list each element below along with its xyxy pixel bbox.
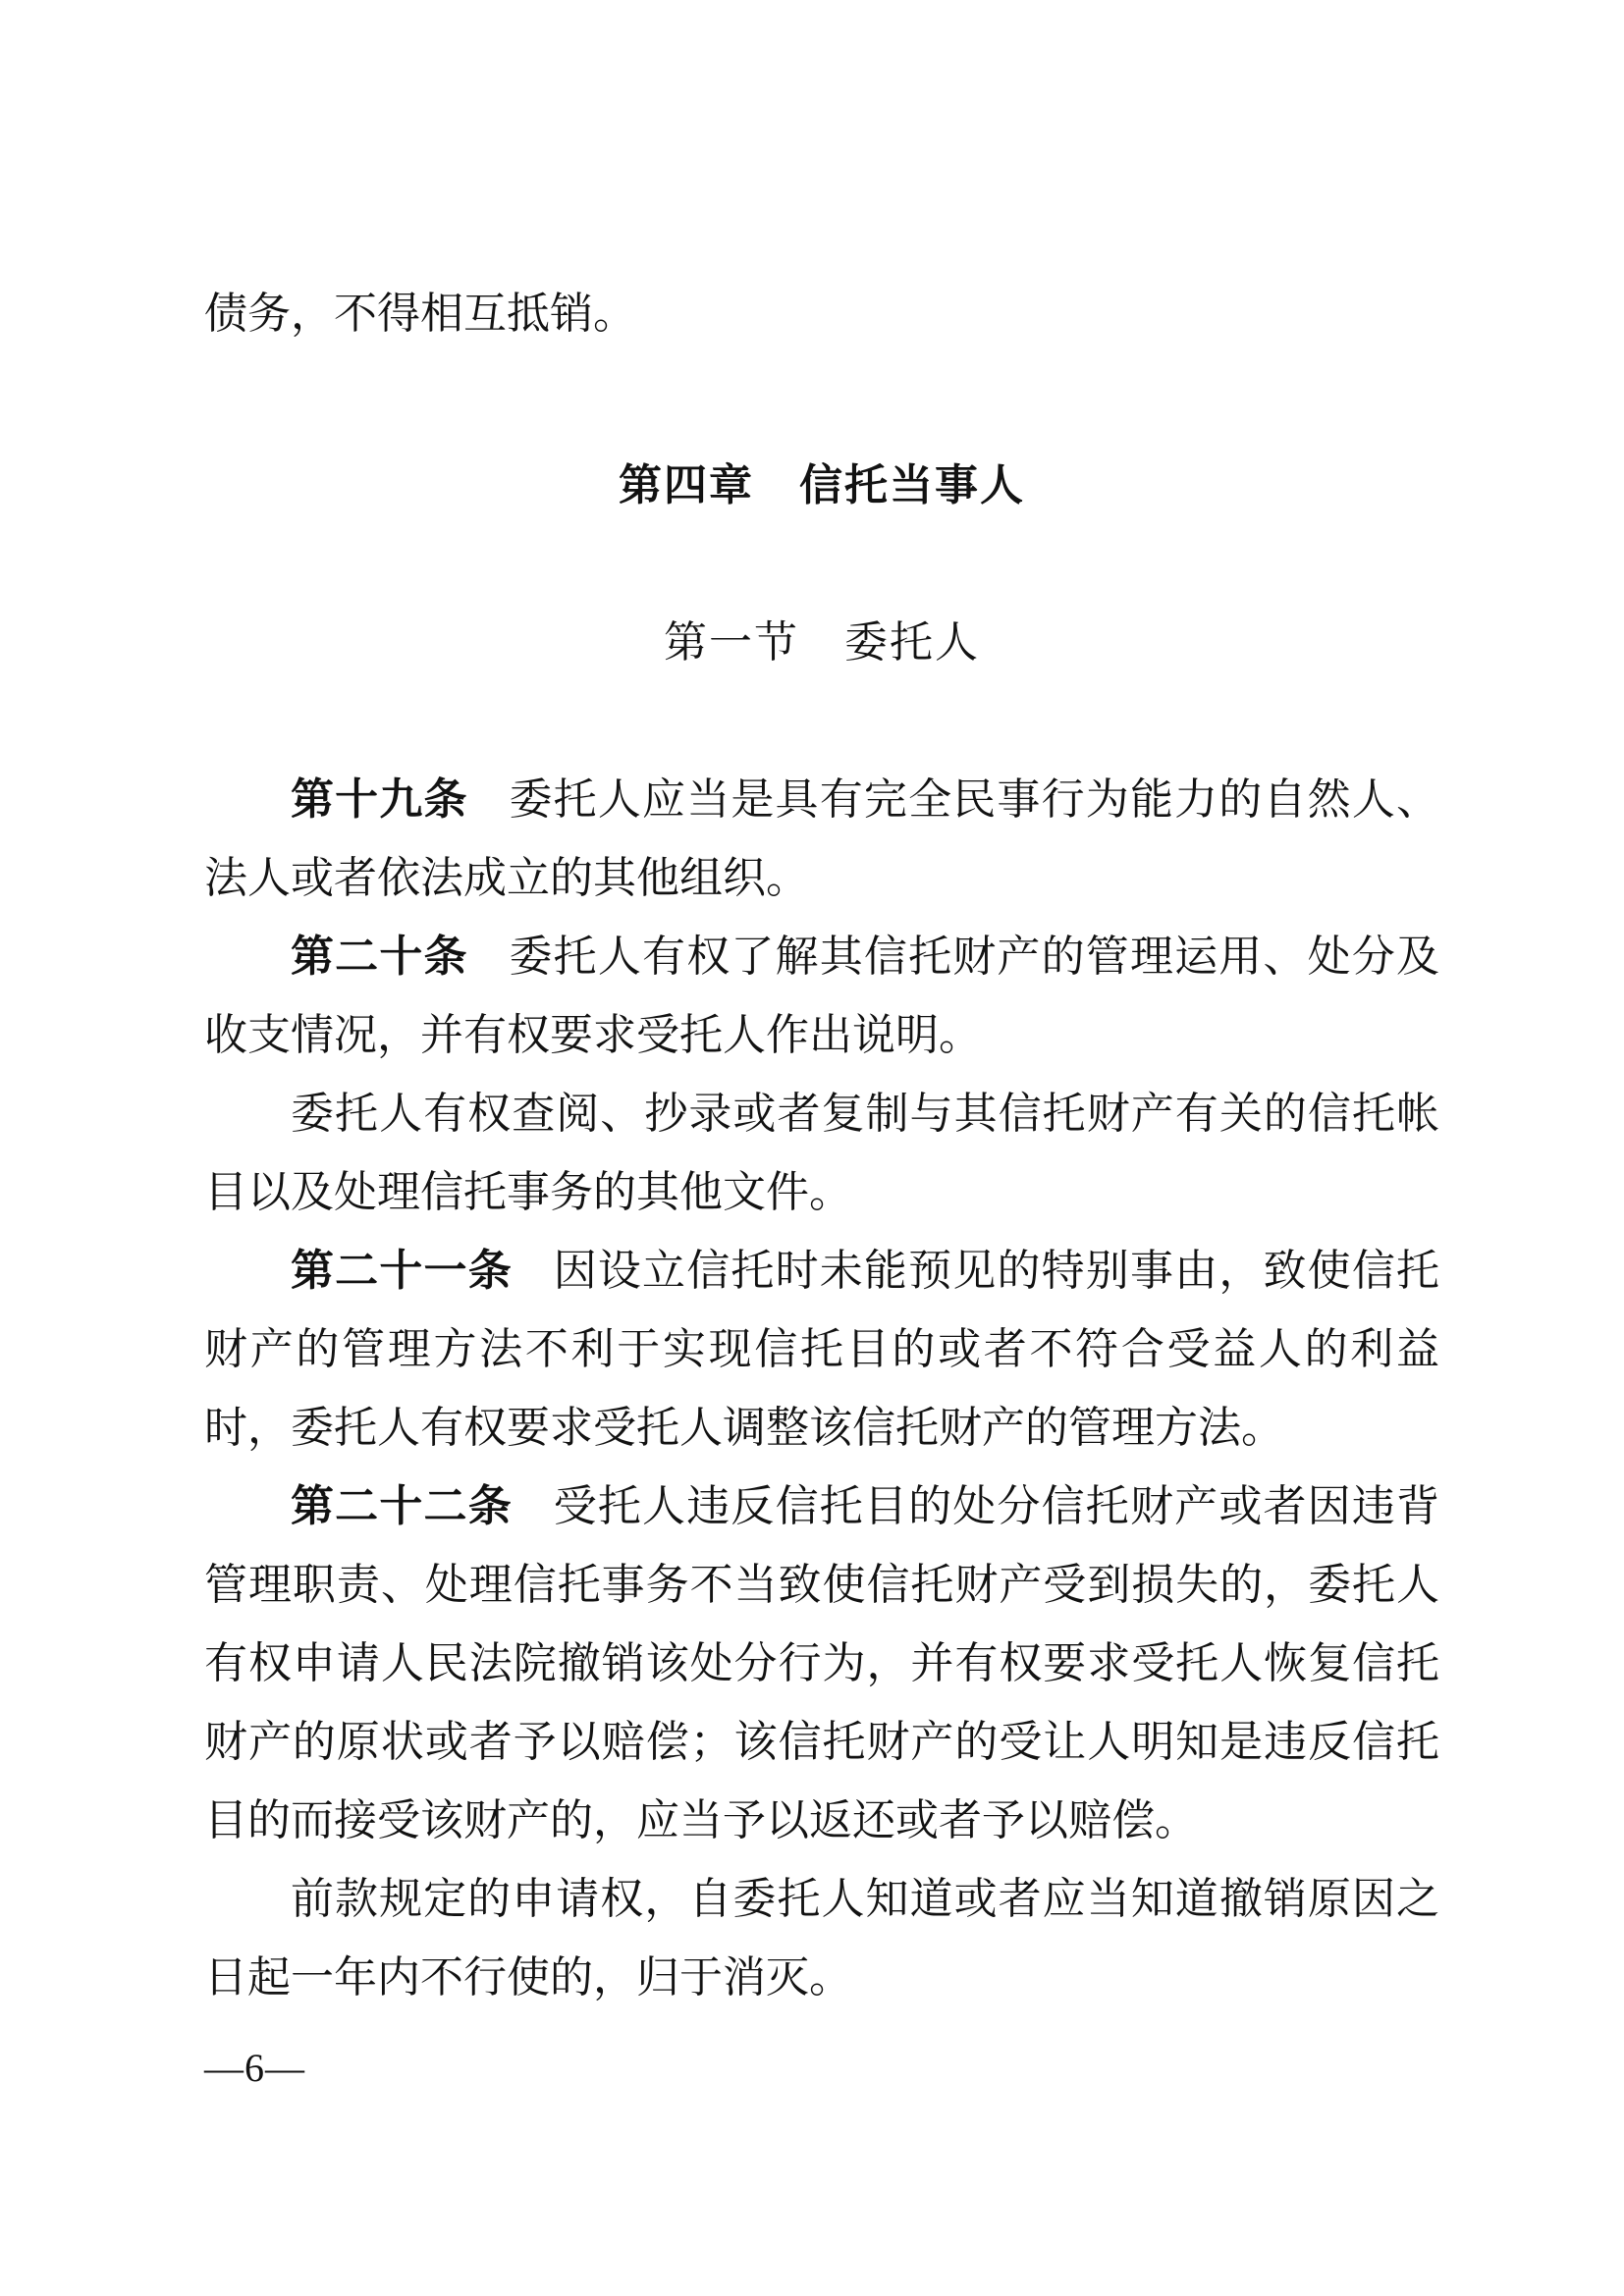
article-22-paragraph-2	[204, 1860, 1439, 2017]
article-20-paragraph	[204, 918, 1439, 1075]
section-heading: 第一节 委托人	[664, 618, 980, 667]
article-20-number: 第二十条	[291, 933, 468, 981]
article-22-paragraph	[204, 1468, 1439, 1860]
article-22-number: 第二十二条	[291, 1482, 513, 1530]
article-21-paragraph	[204, 1232, 1439, 1468]
article-20-paragraph-2	[204, 1075, 1439, 1232]
article-19-paragraph	[204, 761, 1439, 918]
article-19-text: 委托人应当是具有完全民事行为能力的自然人、法人或者依法成立的其他组织。	[204, 775, 1440, 902]
chapter-heading: 第四章 信托当事人	[619, 461, 1025, 509]
continuation-line: 债务，不得相互抵销。	[204, 290, 636, 338]
body-text-column	[204, 275, 1439, 2092]
article-22-paragraph-2-text: 前款规定的申请权，自委托人知道或者应当知道撤销原因之日起一年内不行使的，归于消灭。	[204, 1875, 1439, 2002]
article-21-number: 第二十一条	[291, 1247, 513, 1295]
article-20-text: 委托人有权了解其信托财产的管理运用、处分及收支情况，并有权要求受托人作出说明。	[204, 933, 1440, 1059]
article-22-text: 受托人违反信托目的处分信托财产或者因违背管理职责、处理信托事务不当致使信托财产受到损失的，委托人有权申请人民法院撤销该处分行为，并有权要求受托人恢复信托财产的原状或者予以赔偿；该信托财产的受让人明知是违反信托目的而接受该财产的，应当予以返还或者予以赔偿。	[204, 1482, 1440, 1844]
article-21-text: 因设立信托时未能预见的特别事由，致使信托财产的管理方法不利于实现信托目的或者不符合受益人的利益时，委托人有权要求受托人调整该信托财产的管理方法。	[204, 1247, 1440, 1452]
article-20-paragraph-2-text: 委托人有权查阅、抄录或者复制与其信托财产有关的信托帐目以及处理信托事务的其他文件。	[204, 1090, 1439, 1216]
page-number: —6—	[204, 2046, 305, 2090]
article-19-number: 第十九条	[291, 775, 468, 824]
